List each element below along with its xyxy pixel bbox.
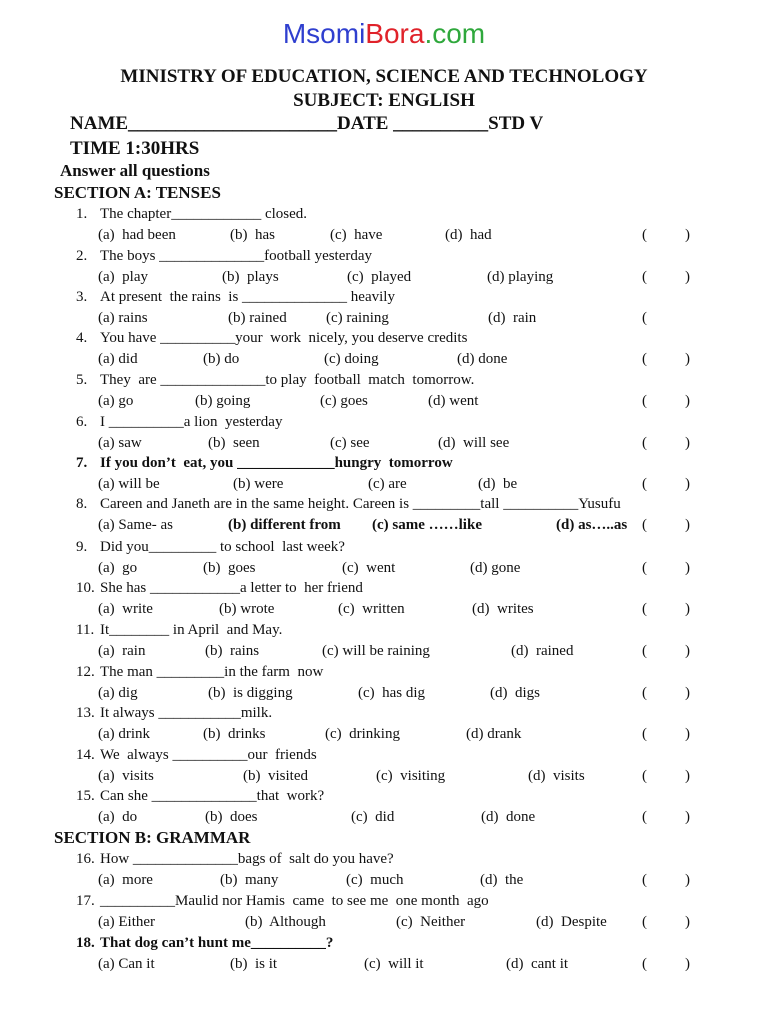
answer-box-open: ( — [642, 435, 647, 451]
question-text: They are ______________to play football match tomorrow. — [100, 372, 475, 388]
option-c: (c) have — [330, 227, 383, 243]
question-17 — [76, 891, 489, 911]
option-c: (c) doing — [324, 351, 379, 367]
option-c: (c) played — [347, 269, 412, 285]
option-d: (d) playing — [487, 269, 554, 285]
option-c: (c) written — [338, 601, 405, 617]
question-number: 3. — [76, 289, 88, 305]
question-number: 7. — [76, 455, 88, 471]
question-number: 10. — [76, 580, 95, 596]
answer-box-close: ) — [685, 560, 690, 576]
option-b: (b) does — [205, 809, 258, 825]
option-c: (c) raining — [326, 310, 389, 326]
option-d: (d) rain — [488, 310, 537, 326]
question-number: 6. — [76, 414, 88, 430]
option-d: (d) visits — [528, 768, 585, 784]
option-b: (b) different from — [228, 517, 341, 533]
answer-box-open: ( — [642, 956, 647, 972]
option-c: (c) same ……like — [372, 517, 482, 533]
subject-heading: SUBJECT: ENGLISH — [293, 90, 475, 111]
option-d: (d) gone — [470, 560, 521, 576]
option-a: (a) saw — [98, 435, 142, 451]
option-c: (c) visiting — [376, 768, 446, 784]
answer-box-open: ( — [642, 476, 647, 492]
question-text: I __________a lion yesterday — [100, 414, 283, 430]
question-13 — [76, 703, 272, 723]
instructions: Answer all questions — [60, 161, 210, 180]
question-text: If you don’t eat, you _____________hungry tomorrow — [100, 455, 453, 471]
option-a: (a) did — [98, 351, 138, 367]
option-a: (a) Can it — [98, 956, 155, 972]
answer-box-open: ( — [642, 685, 647, 701]
question-11 — [76, 620, 282, 640]
option-c: (c) see — [330, 435, 370, 451]
answer-box-close: ) — [685, 643, 690, 659]
section-b-title: SECTION B: GRAMMAR — [54, 828, 251, 847]
option-c: (c) much — [346, 872, 404, 888]
option-b: (b) has — [230, 227, 275, 243]
option-d: (d) Despite — [536, 914, 607, 930]
answer-box-close: ) — [685, 914, 690, 930]
option-a: (a) play — [98, 269, 148, 285]
answer-box-open: ( — [642, 601, 647, 617]
question-text: The man _________in the farm now — [100, 664, 324, 680]
option-d: (d) be — [478, 476, 518, 492]
option-a: (a) visits — [98, 768, 154, 784]
question-text: The chapter____________ closed. — [100, 206, 308, 222]
logo-msomi: Msomi — [282, 18, 366, 49]
logo-com: .com — [424, 18, 486, 49]
question-number: 17. — [76, 893, 95, 909]
option-d: (d) writes — [472, 601, 534, 617]
question-6 — [76, 412, 282, 432]
answer-box-open: ( — [642, 351, 647, 367]
option-b: (b) drinks — [203, 726, 266, 742]
answer-box-open: ( — [642, 809, 647, 825]
question-text: You have __________your work nicely, you deserve credits — [100, 330, 468, 346]
option-a: (a) write — [98, 601, 153, 617]
answer-box-close: ) — [685, 227, 690, 243]
option-b: (b) going — [195, 393, 251, 409]
option-d: (d) will see — [438, 435, 510, 451]
answer-box-close: ) — [685, 435, 690, 451]
option-a: (a) Same- as — [98, 517, 173, 533]
answer-box-close: ) — [685, 601, 690, 617]
question-number: 5. — [76, 372, 88, 388]
answer-box-open: ( — [642, 560, 647, 576]
question-number: 14. — [76, 747, 95, 763]
option-b: (b) goes — [203, 560, 256, 576]
question-12 — [76, 662, 323, 682]
question-2 — [76, 246, 372, 266]
question-text: She has ____________a letter to her friend — [100, 580, 363, 596]
option-d: (d) digs — [490, 685, 540, 701]
section-a-title: SECTION A: TENSES — [54, 183, 221, 202]
option-c: (c) did — [351, 809, 395, 825]
option-c: (c) drinking — [325, 726, 400, 742]
question-text: That dog can’t hunt me__________? — [100, 935, 334, 951]
answer-box-close: ) — [685, 476, 690, 492]
option-c: (c) has dig — [358, 685, 426, 701]
question-number: 4. — [76, 330, 88, 346]
option-a: (a) do — [98, 809, 138, 825]
answer-box-open: ( — [642, 726, 647, 742]
answer-box-open: ( — [642, 517, 647, 533]
option-d: (d) as…..as — [556, 517, 628, 533]
question-text: How ______________bags of salt do you have? — [100, 851, 394, 867]
option-b: (b) were — [233, 476, 284, 492]
option-d: (d) drank — [466, 726, 522, 742]
option-a: (a) go — [98, 393, 134, 409]
option-b: (b) many — [220, 872, 279, 888]
option-c: (c) went — [342, 560, 396, 576]
question-number: 13. — [76, 705, 95, 721]
answer-box-open: ( — [642, 310, 647, 326]
option-a: (a) had been — [98, 227, 176, 243]
option-b: (b) do — [203, 351, 240, 367]
question-text: __________Maulid nor Hamis came to see me one month ago — [100, 893, 489, 909]
question-text: We always __________our friends — [100, 747, 317, 763]
question-10 — [76, 578, 363, 598]
answer-box-close: ) — [685, 517, 690, 533]
answer-box-close: ) — [685, 269, 690, 285]
option-b: (b) is digging — [208, 685, 293, 701]
answer-box-close: ) — [685, 872, 690, 888]
ministry-heading: MINISTRY OF EDUCATION, SCIENCE AND TECHNOLOGY — [120, 66, 648, 87]
option-c: (c) Neither — [396, 914, 466, 930]
answer-box-open: ( — [642, 227, 647, 243]
question-1 — [76, 204, 307, 224]
option-a: (a) rain — [98, 643, 146, 659]
option-b: (b) plays — [222, 269, 279, 285]
answer-box-open: ( — [642, 914, 647, 930]
option-a: (a) will be — [98, 476, 160, 492]
question-text: Can she ______________that work? — [100, 788, 325, 804]
question-5 — [76, 370, 474, 390]
answer-box-open: ( — [642, 872, 647, 888]
option-d: (d) went — [428, 393, 479, 409]
option-c: (c) goes — [320, 393, 368, 409]
option-a: (a) Either — [98, 914, 156, 930]
option-a: (a) more — [98, 872, 153, 888]
option-b: (b) visited — [243, 768, 308, 784]
option-b: (b) rained — [228, 310, 287, 326]
option-b: (b) Although — [245, 914, 326, 930]
answer-box-open: ( — [642, 393, 647, 409]
question-number: 16. — [76, 851, 95, 867]
question-number: 18. — [76, 935, 95, 951]
question-number: 11. — [76, 622, 95, 638]
question-text: It always ___________milk. — [100, 705, 273, 721]
question-text: It________ in April and May. — [100, 622, 283, 638]
question-14 — [76, 745, 317, 765]
question-text: The boys ______________football yesterday — [100, 248, 373, 264]
name-date-class-line: NAME______________________DATE __________STD V — [70, 113, 544, 134]
question-15 — [76, 786, 324, 806]
option-a: (a) dig — [98, 685, 138, 701]
answer-box-open: ( — [642, 269, 647, 285]
question-9 — [76, 537, 345, 557]
option-c: (c) will it — [364, 956, 424, 972]
option-b: (b) seen — [208, 435, 260, 451]
question-8 — [76, 494, 621, 514]
answer-box-close: ) — [685, 956, 690, 972]
question-7 — [76, 453, 453, 473]
option-b: (b) is it — [230, 956, 278, 972]
answer-box-open: ( — [642, 768, 647, 784]
answer-box-close: ) — [685, 351, 690, 367]
question-number: 8. — [76, 496, 88, 512]
option-a: (a) drink — [98, 726, 151, 742]
answer-box-open: ( — [642, 643, 647, 659]
question-16 — [76, 849, 394, 869]
question-18 — [76, 933, 333, 953]
option-d: (d) had — [445, 227, 492, 243]
answer-box-close: ) — [685, 393, 690, 409]
answer-box-close: ) — [685, 809, 690, 825]
question-text: Did you_________ to school last week? — [100, 539, 345, 555]
question-3 — [76, 287, 395, 307]
question-number: 12. — [76, 664, 95, 680]
answer-box-close: ) — [685, 768, 690, 784]
option-a: (a) rains — [98, 310, 148, 326]
question-text: At present the rains is ______________ heavily — [100, 289, 395, 305]
question-4 — [76, 328, 467, 348]
option-d: (d) cant it — [506, 956, 569, 972]
option-d: (d) the — [480, 872, 524, 888]
option-d: (d) done — [457, 351, 508, 367]
option-c: (c) are — [368, 476, 407, 492]
option-d: (d) done — [481, 809, 536, 825]
question-text: Careen and Janeth are in the same height. Careen is _________tall __________Yusufu — [100, 496, 621, 512]
time-allowed: TIME 1:30HRS — [70, 138, 200, 159]
answer-box-close: ) — [685, 726, 690, 742]
answer-box-close: ) — [685, 685, 690, 701]
option-a: (a) go — [98, 560, 138, 576]
option-c: (c) will be raining — [322, 643, 430, 659]
site-logo — [0, 16, 768, 52]
logo-bora: Bora — [365, 18, 425, 49]
option-b: (b) rains — [205, 643, 260, 659]
question-number: 9. — [76, 539, 88, 555]
question-number: 1. — [76, 206, 88, 222]
option-b: (b) wrote — [219, 601, 275, 617]
question-number: 15. — [76, 788, 95, 804]
option-d: (d) rained — [511, 643, 574, 659]
question-number: 2. — [76, 248, 88, 264]
